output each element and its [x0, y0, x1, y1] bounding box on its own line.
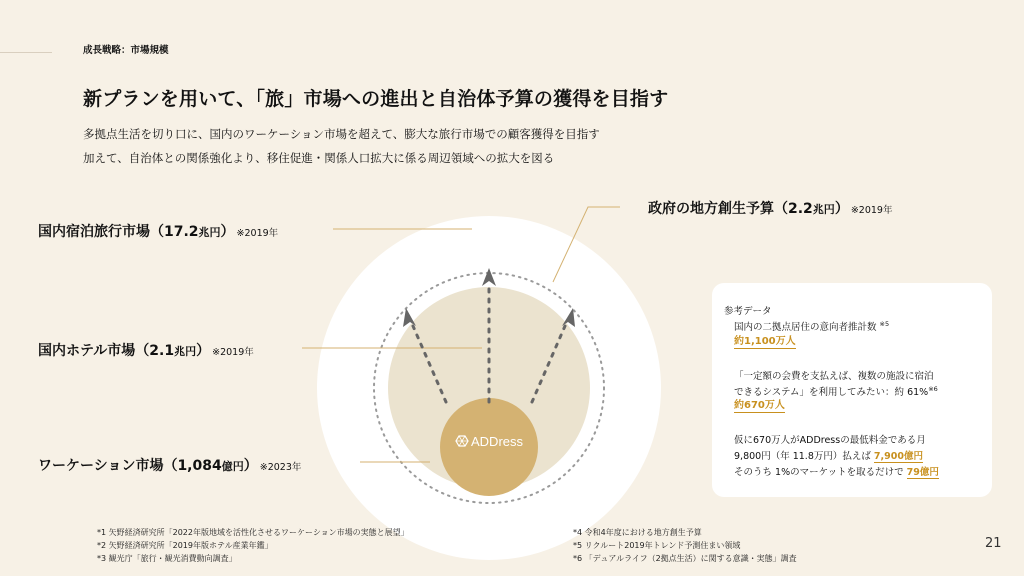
footnote-6: *6 「デュアルライフ（2拠点生活）に関する意識・実態」調査 [573, 554, 797, 563]
reference-title: 参考データ [724, 306, 772, 317]
reference-line-3b: 9,800円（年 11.8万円）払えば 7,900億円 [734, 451, 923, 462]
reference-line-3a: 仮に670万人がADDressの最低料金である月 [734, 435, 926, 446]
travel-market-label: 国内宿泊旅行市場（17.2兆円） ※2019年 [38, 224, 279, 240]
lead-text-2: 加えて、自治体との関係強化より、移住促進・関係人口拡大に係る周辺領域への拡大を図る [83, 151, 555, 165]
footnote-5: *5 リクルート2019年トレンド予測住まい領域 [573, 541, 741, 550]
workation-market-label: ワーケーション市場（1,084億円） ※2023年 [38, 458, 302, 474]
reference-value-1: 約1,100万人 [734, 336, 796, 347]
lead-text-1: 多拠点生活を切り口に、国内のワーケーション市場を超えて、膨大な旅行市場での顧客獲得を目指す [83, 127, 600, 141]
reference-line-3c: そのうち 1%のマーケットを取るだけで 79億円 [734, 467, 939, 478]
footnote-2: *2 矢野経済研究所「2019年版ホテル産業年鑑」 [97, 541, 273, 550]
footnote-1: *1 矢野経済研究所「2022年版地域を活性化させるワーケーション市場の実態と展望」 [97, 528, 409, 537]
reference-line-2b: できるシステム」を利用してみたい：約 61%$^{※6}$ [734, 384, 938, 398]
reference-value-2: 約670万人 [734, 400, 785, 411]
footnote-3: *3 観光庁「旅行・観光消費動向調査」 [97, 554, 237, 563]
hotel-market-label: 国内ホテル市場（2.1兆円） ※2019年 [38, 343, 254, 359]
section-label: 成長戦略：市場規模 [83, 45, 169, 56]
page-number: 21 [985, 536, 1002, 551]
reference-data-card [712, 283, 992, 497]
reference-line-1: 国内の二拠点居住の意向者推計数 $^{※5}$ [734, 319, 890, 333]
page-title: 新プランを用いて、「旅」市場への進出と自治体予算の獲得を目指す [83, 88, 669, 110]
address-logo-text: ADDress [471, 434, 524, 449]
reference-line-2a: 「一定額の会費を支払えば、複数の施設に宿泊 [734, 371, 934, 382]
footnote-4: *4 令和4年度における地方創生予算 [573, 528, 702, 537]
government-budget-label: 政府の地方創生予算（2.2兆円） ※2019年 [648, 201, 893, 217]
